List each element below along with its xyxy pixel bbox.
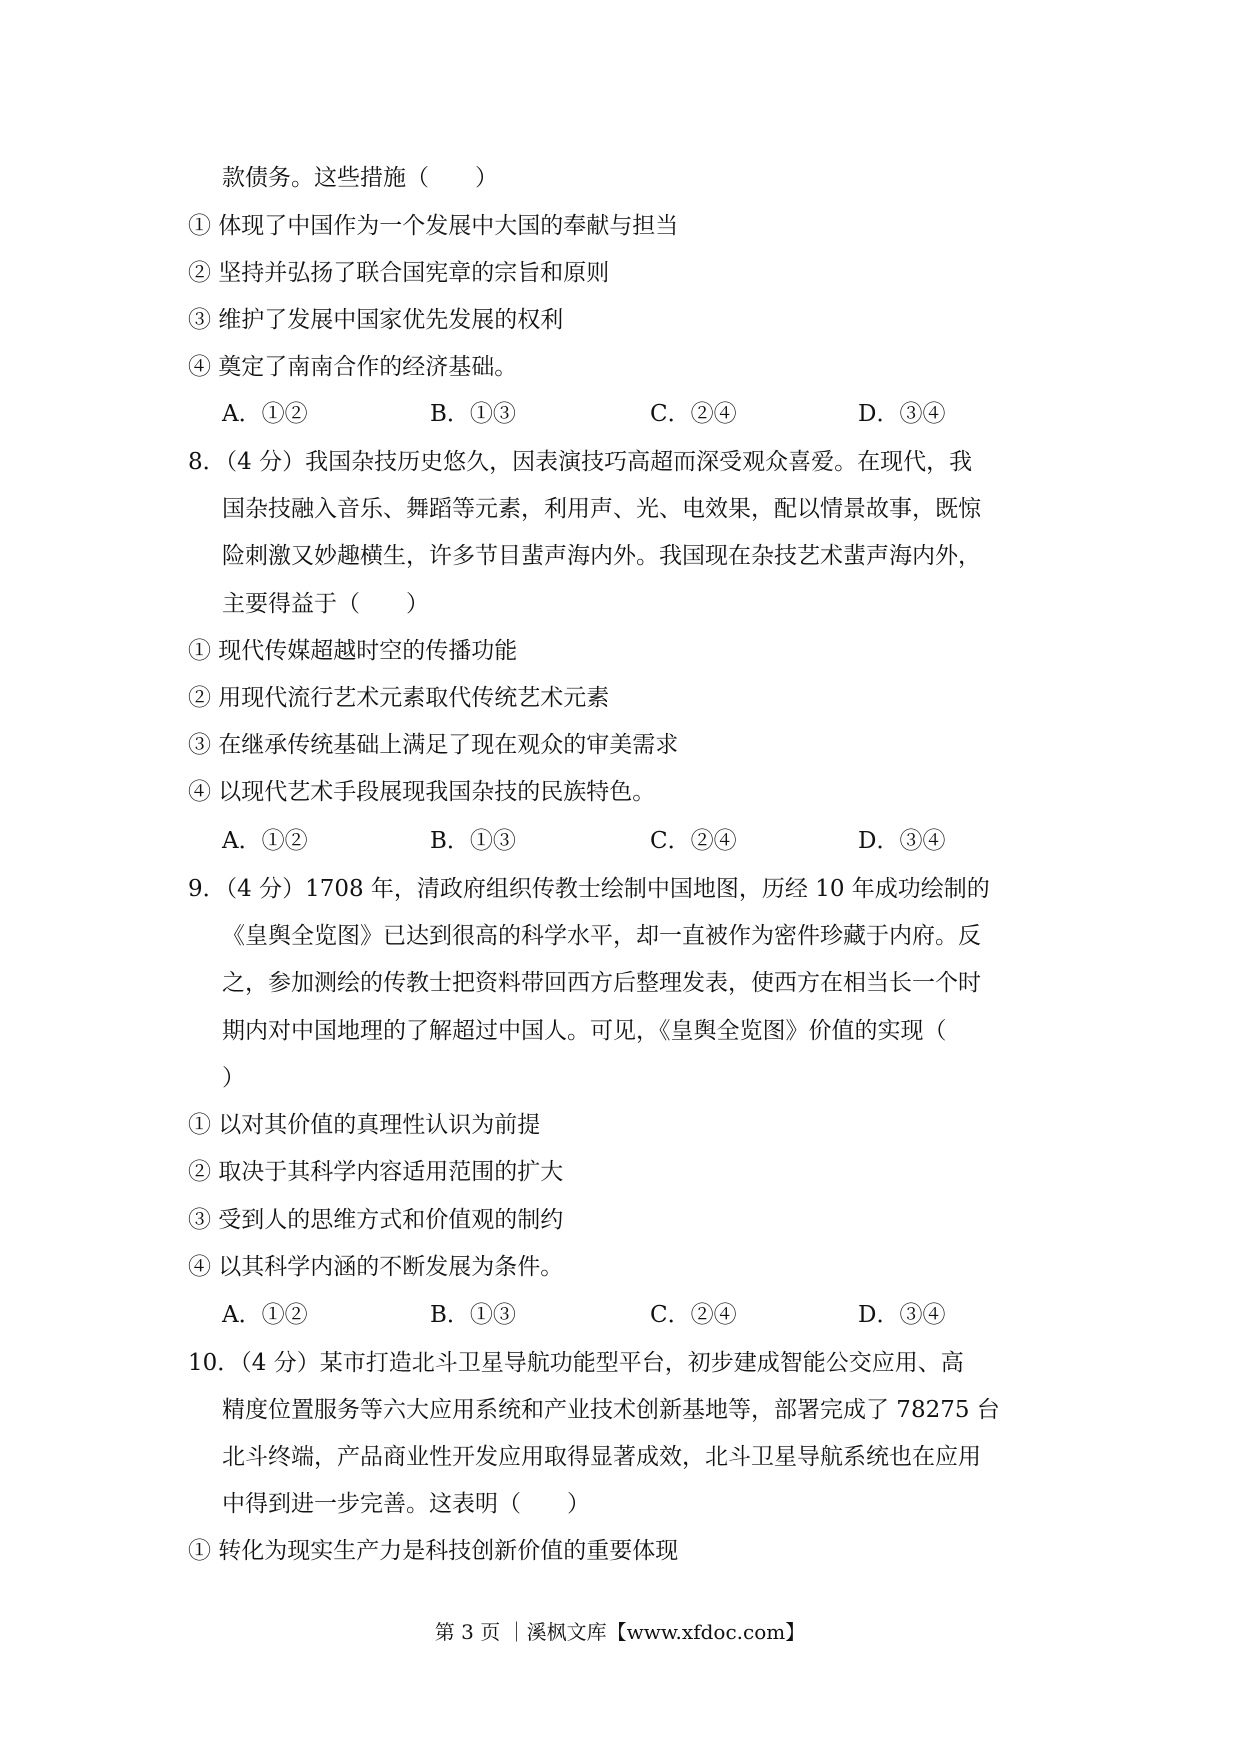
q9-stem-line-3: 之，参加测绘的传教士把资料带回西方后整理发表，使西方在相当长一个时 (222, 970, 981, 996)
q8-item-3: ③ 在继承传统基础上满足了现在观众的审美需求 (188, 732, 679, 758)
q7-item-2: ② 坚持并弘扬了联合国宪章的宗旨和原则 (188, 260, 610, 286)
q7-stem-continuation: 款债务。这些措施（ ） (222, 165, 498, 191)
q8-item-1: ① 现代传媒超越时空的传播功能 (188, 638, 518, 664)
q8-item-4: ④ 以现代艺术手段展现我国杂技的民族特色。 (188, 779, 656, 805)
q8-stem-line-1: 8．（4 分）我国杂技历史悠久，因表演技巧高超而深受观众喜爱。在现代，我 (188, 449, 973, 475)
q9-item-3: ③ 受到人的思维方式和价值观的制约 (188, 1207, 564, 1233)
q7-item-4: ④ 奠定了南南合作的经济基础。 (188, 354, 518, 380)
q8-option-a: A．①② (222, 828, 308, 854)
q7-option-a: A．①② (222, 401, 308, 427)
q9-stem-line-5: ） (222, 1065, 245, 1091)
q10-stem-line-1: 10．（4 分）某市打造北斗卫星导航功能型平台，初步建成智能公交应用、高 (188, 1350, 964, 1376)
q7-option-d: D．③④ (858, 401, 946, 427)
q10-item-1: ① 转化为现实生产力是科技创新价值的重要体现 (188, 1538, 679, 1564)
q9-option-a: A．①② (222, 1302, 308, 1328)
q7-item-3: ③ 维护了发展中国家优先发展的权利 (188, 307, 564, 333)
q7-option-b: B．①③ (430, 401, 516, 427)
q8-stem-line-4: 主要得益于（ ） (222, 591, 429, 617)
q8-option-c: C．②④ (650, 828, 737, 854)
q7-option-c: C．②④ (650, 401, 737, 427)
q8-stem-line-2: 国杂技融入音乐、舞蹈等元素，利用声、光、电效果，配以情景故事，既惊 (222, 496, 981, 522)
q10-stem-line-4: 中得到进一步完善。这表明（ ） (222, 1491, 590, 1517)
q9-stem-line-2: 《皇舆全览图》已达到很高的科学水平，却一直被作为密件珍藏于内府。反 (222, 923, 981, 949)
q8-option-b: B．①③ (430, 828, 516, 854)
q7-item-1: ① 体现了中国作为一个发展中大国的奉献与担当 (188, 213, 679, 239)
q8-stem-line-3: 险刺激又妙趣横生，许多节目蜚声海内外。我国现在杂技艺术蜚声海内外， (222, 543, 981, 569)
q8-item-2: ② 用现代流行艺术元素取代传统艺术元素 (188, 685, 610, 711)
q9-item-2: ② 取决于其科学内容适用范围的扩大 (188, 1159, 564, 1185)
q9-stem-line-4: 期内对中国地理的了解超过中国人。可见，《皇舆全览图》价值的实现（ (222, 1018, 947, 1044)
q9-option-b: B．①③ (430, 1302, 516, 1328)
q9-option-c: C．②④ (650, 1302, 737, 1328)
q8-option-d: D．③④ (858, 828, 946, 854)
q9-stem-line-1: 9．（4 分）1708 年，清政府组织传教士绘制中国地图，历经 10 年成功绘制的 (188, 876, 990, 902)
q10-stem-line-2: 精度位置服务等六大应用系统和产业技术创新基地等，部署完成了 78275 台 (222, 1397, 1000, 1423)
q9-item-4: ④ 以其科学内涵的不断发展为条件。 (188, 1254, 564, 1280)
q9-item-1: ① 以对其价值的真理性认识为前提 (188, 1112, 541, 1138)
page-footer: 第 3 页 ｜溪枫文库【www.xfdoc.com】 (434, 1620, 806, 1644)
q9-option-d: D．③④ (858, 1302, 946, 1328)
q10-stem-line-3: 北斗终端，产品商业性开发应用取得显著成效，北斗卫星导航系统也在应用 (222, 1444, 981, 1470)
